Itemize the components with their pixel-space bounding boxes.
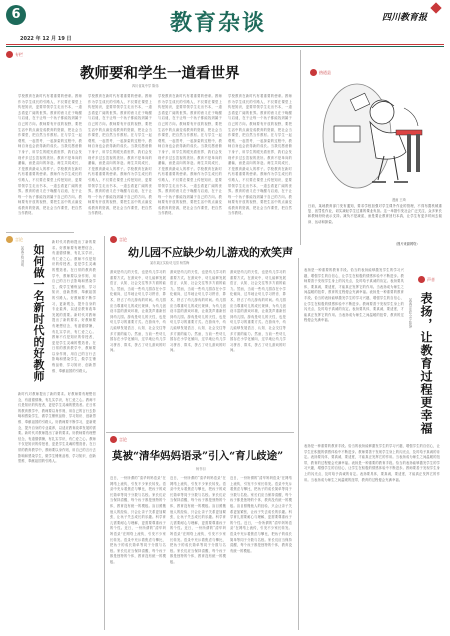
cartoon-caption: 漫画 王琦 bbox=[392, 198, 406, 202]
mid-article-body-col1: 游戏是幼儿的天性，也是幼儿学习的重要方式。在游戏中，幼儿能够发展语言、认知、社会交往等多方面的能力。然而，当前一些幼儿园存在小学化倾向，过早地让幼儿学习拼音、算术，挤占了幼儿游戏的时间。幼儿园应当尊重幼儿的成长规律，为幼儿创设丰富的游戏环境，让欢笑声重新回到幼儿园。游戏是幼儿的天性，也是幼儿学习的重要方式。在游戏中，幼儿能够发展语言、认知、社会交往等多方面的能力。然而，当前一些幼儿园存在小学化倾向，过早地让幼儿学习拼音、算术，挤占了幼儿游戏的时间。 bbox=[110, 270, 166, 353]
right-article-body-top: 表扬是一种重要的教育手段。恰当的表扬能够激发学生的学习兴趣，增强学生的自信心，让学生在积极的情感体验中不断进步。教师要善于发现学生身上的闪光点，及时给予真诚的肯定。表扬要具体，要真诚，要适度，才能真正发挥它的作用。当表扬成为师生之间温暖的纽带，教育的过程便会充满幸福。表扬是一种重要的教育手段。恰当的表扬能够激发学生的学习兴趣，增强学生的自信心，让学生在积极的情感体验中不断进步。教师要善于发现学生身上的闪光点，及时给予真诚的肯定。表扬要具体，要真诚，要适度，才能真正发挥它的作用。当表扬成为师生之间温暖的纽带，教育的过程便会充满幸福。 bbox=[304, 268, 404, 323]
bottom-article-body-col1: 近日，一份所谓的“清华妈妈语录”在网络上流传，引发不少家长转发。语录中充斥着焦虑与攀比，把孩子的成长简单等同于分数与名校。家长们应当保持清醒，每个孩子都是独特的个体，教育没有统一的模板。盲目照搬他人的经验，只会让亲子关系更加紧张，让孩子失去成长的乐趣。科学育儿需要耐心与理解，更需要尊重孩子的个性。近日，一份所谓的“清华妈妈语录”在网络上流传，引发不少家长转发。语录中充斥着焦虑与攀比，把孩子的成长简单等同于分数与名校。家长们应当保持清醒，每个孩子都是独特的个体，教育没有统一的模板。 bbox=[110, 476, 166, 564]
bottom-article-body-col2: 近日，一份所谓的“清华妈妈语录”在网络上流传，引发不少家长转发。语录中充斥着焦虑与攀比，把孩子的成长简单等同于分数与名校。家长们应当保持清醒，每个孩子都是独特的个体，教育没有统一的模板。盲目照搬他人的经验，只会让亲子关系更加紧张，让孩子失去成长的乐趣。科学育儿需要耐心与理解，更需要尊重孩子的个性。近日，一份所谓的“清华妈妈语录”在网络上流传，引发不少家长转发。语录中充斥着焦虑与攀比，把孩子的成长简单等同于分数与名校。家长们应当保持清醒，每个孩子都是独特的个体，教育没有统一的模板。 bbox=[170, 476, 226, 564]
right-article-body-bottom: 表扬是一种重要的教育手段。恰当的表扬能够激发学生的学习兴趣，增强学生的自信心，让学生在积极的情感体验中不断进步。教师要善于发现学生身上的闪光点，及时给予真诚的肯定。表扬要具体，要真诚，要适度，才能真正发挥它的作用。当表扬成为师生之间温暖的纽带，教育的过程便会充满幸福。表扬是一种重要的教育手段。恰当的表扬能够激发学生的学习兴趣，增强学生的自信心，让学生在积极的情感体验中不断进步。教师要善于发现学生身上的闪光点，及时给予真诚的肯定。表扬要具体，要真诚，要适度，才能真正发挥它的作用。当表扬成为师生之间温暖的纽带，教育的过程便会充满幸福。 bbox=[304, 444, 440, 482]
sidebar-body: 日前，某地教育部门发布通知，要求学校加强对学生课外作业的管理，不得布置机械重复、惩罚性作业，切实减轻学生过重的课业负担。这一举措引发社会广泛关注，众多家长和教师纷纷表示支持。减负不是减质，而是要让教育回归本真，让学生有更多时间去阅读、运动和探索。 bbox=[308, 204, 442, 224]
cartoon-svg bbox=[312, 74, 442, 194]
mid-column-tag bbox=[110, 236, 127, 243]
main-article-body-col2: 学校教育在新时代有着重要的使命。教师作为学生成长的引路人，不仅要在课堂上传授知识，更要带领学生走出书本，一道去看更广阔的世界。教育的意义在于唤醒与启迪，在于让每一个孩子都能找到属于自己的方向。教师要有开放的视野，要把生活中的点滴变成教育的资源，把社会当作课堂，把自然当作教材。在与学生一起观察、一起思考、一起探索的过程中，教师自身也会获得新的成长。当我们愿意俯下身子，用学生的眼光看世界，我们会发现许多过去忽视的美好。教育不是单向的灌输，而是双向的奔赴。师生共同成长，才是教育最动人的样子。学校教育在新时代有着重要的使命。教师作为学生成长的引路人，不仅要在课堂上传授知识，更要带领学生走出书本，一道去看更广阔的世界。教育的意义在于唤醒与启迪，在于让每一个孩子都能找到属于自己的方向。教师要有开放的视野，要把生活中的点滴变成教育的资源，把社会当作课堂，把自然当作教材。 bbox=[88, 94, 152, 216]
mid-bottom-rule bbox=[106, 432, 294, 433]
bottom-article-byline: 杨书羽 bbox=[196, 467, 206, 471]
bottom-article-title: 莫被“清华妈妈语录”引入“育儿歧途” bbox=[112, 450, 284, 462]
bottom-article-body-col3: 近日，一份所谓的“清华妈妈语录”在网络上流传，引发不少家长转发。语录中充斥着焦虑与攀比，把孩子的成长简单等同于分数与名校。家长们应当保持清醒，每个孩子都是独特的个体，教育没有统一的模板。盲目照搬他人的经验，只会让亲子关系更加紧张，让孩子失去成长的乐趣。科学育儿需要耐心与理解，更需要尊重孩子的个性。近日，一份所谓的“清华妈妈语录”在网络上流传，引发不少家长转发。语录中充斥着焦虑与攀比，把孩子的成长简单等同于分数与名校。家长们应当保持清醒，每个孩子都是独特的个体，教育没有统一的模板。 bbox=[230, 476, 292, 553]
main-article-byline: 四川省某中学 陈伟 bbox=[132, 84, 159, 88]
main-article-body-col1: 学校教育在新时代有着重要的使命。教师作为学生成长的引路人，不仅要在课堂上传授知识，更要带领学生走出书本，一道去看更广阔的世界。教育的意义在于唤醒与启迪，在于让每一个孩子都能找到属于自己的方向。教师要有开放的视野，要把生活中的点滴变成教育的资源，把社会当作课堂，把自然当作教材。在与学生一起观察、一起思考、一起探索的过程中，教师自身也会获得新的成长。当我们愿意俯下身子，用学生的眼光看世界，我们会发现许多过去忽视的美好。教育不是单向的灌输，而是双向的奔赴。师生共同成长，才是教育最动人的样子。学校教育在新时代有着重要的使命。教师作为学生成长的引路人，不仅要在课堂上传授知识，更要带领学生走出书本，一道去看更广阔的世界。教育的意义在于唤醒与启迪，在于让每一个孩子都能找到属于自己的方向。教师要有开放的视野，要把生活中的点滴变成教育的资源，把社会当作课堂，把自然当作教材。 bbox=[18, 94, 82, 216]
page-number-badge: 6 bbox=[6, 5, 26, 25]
right-divider bbox=[298, 258, 299, 630]
tag-dot bbox=[110, 436, 117, 443]
tag-dot bbox=[418, 276, 425, 283]
tag-label: 言论 bbox=[119, 236, 127, 242]
issue-date: 2022 年 12 月 19 日 bbox=[20, 36, 72, 42]
main-article-title: 教师要和学生一道看世界 bbox=[80, 65, 240, 82]
tag-label: 热道县 bbox=[319, 69, 331, 75]
right-article-title: 表扬，让教育过程更幸福 bbox=[419, 292, 433, 435]
main-article-body-col4: 学校教育在新时代有着重要的使命。教师作为学生成长的引路人，不仅要在课堂上传授知识，更要带领学生走出书本，一道去看更广阔的世界。教育的意义在于唤醒与启迪，在于让每一个孩子都能找到属于自己的方向。教师要有开放的视野，要把生活中的点滴变成教育的资源，把社会当作课堂，把自然当作教材。在与学生一起观察、一起思考、一起探索的过程中，教师自身也会获得新的成长。当我们愿意俯下身子，用学生的眼光看世界，我们会发现许多过去忽视的美好。教育不是单向的灌输，而是双向的奔赴。师生共同成长，才是教育最动人的样子。学校教育在新时代有着重要的使命。教师作为学生成长的引路人，不仅要在课堂上传授知识，更要带领学生走出书本，一道去看更广阔的世界。教育的意义在于唤醒与启迪，在于让每一个孩子都能找到属于自己的方向。教师要有开放的视野，要把生活中的点滴变成教育的资源，把社会当作课堂，把自然当作教材。 bbox=[228, 94, 292, 216]
right-article-byline: 某某县实验小学 陈静 bbox=[408, 298, 412, 328]
mid-divider-left bbox=[104, 236, 105, 630]
tag-label: 言论 bbox=[119, 436, 127, 442]
tag-label: 言论 bbox=[15, 236, 23, 242]
right-column-tag bbox=[418, 276, 435, 283]
section-title: 教育杂谈 bbox=[170, 10, 267, 36]
main-article-body-col3: 学校教育在新时代有着重要的使命。教师作为学生成长的引路人，不仅要在课堂上传授知识，更要带领学生走出书本，一道去看更广阔的世界。教育的意义在于唤醒与启迪，在于让每一个孩子都能找到属于自己的方向。教师要有开放的视野，要把生活中的点滴变成教育的资源，把社会当作课堂，把自然当作教材。在与学生一起观察、一起思考、一起探索的过程中，教师自身也会获得新的成长。当我们愿意俯下身子，用学生的眼光看世界，我们会发现许多过去忽视的美好。教育不是单向的灌输，而是双向的奔赴。师生共同成长，才是教育最动人的样子。学校教育在新时代有着重要的使命。教师作为学生成长的引路人，不仅要在课堂上传授知识，更要带领学生走出书本，一道去看更广阔的世界。教育的意义在于唤醒与启迪，在于让每一个孩子都能找到属于自己的方向。教师要有开放的视野，要把生活中的点滴变成教育的资源，把社会当作课堂，把自然当作教材。 bbox=[158, 94, 222, 216]
mid-article-byline: 某市某区实验幼儿园 杨雪梅 bbox=[150, 261, 190, 265]
header-rule-thin bbox=[6, 46, 444, 47]
bottom-column-tag bbox=[110, 436, 127, 443]
tag-dot bbox=[110, 236, 117, 243]
cartoon-illustration bbox=[312, 74, 442, 194]
tag-label: 专栏 bbox=[15, 51, 23, 57]
mid-article-body-col3: 游戏是幼儿的天性，也是幼儿学习的重要方式。在游戏中，幼儿能够发展语言、认知、社会交往等多方面的能力。然而，当前一些幼儿园存在小学化倾向，过早地让幼儿学习拼音、算术，挤占了幼儿游戏的时间。幼儿园应当尊重幼儿的成长规律，为幼儿创设丰富的游戏环境，让欢笑声重新回到幼儿园。游戏是幼儿的天性，也是幼儿学习的重要方式。在游戏中，幼儿能够发展语言、认知、社会交往等多方面的能力。然而，当前一些幼儿园存在小学化倾向，过早地让幼儿学习拼音、算术，挤占了幼儿游戏的时间。 bbox=[230, 270, 286, 353]
sidebar-source: （图片来源网络） bbox=[394, 242, 420, 246]
masthead-logo: 四川教育报 bbox=[382, 13, 428, 23]
header-rule bbox=[6, 44, 444, 45]
top-column-tag bbox=[6, 51, 23, 58]
page-header bbox=[0, 0, 450, 44]
left-column-tag bbox=[6, 236, 23, 243]
mid-article-body-col2: 游戏是幼儿的天性，也是幼儿学习的重要方式。在游戏中，幼儿能够发展语言、认知、社会交往等多方面的能力。然而，当前一些幼儿园存在小学化倾向，过早地让幼儿学习拼音、算术，挤占了幼儿游戏的时间。幼儿园应当尊重幼儿的成长规律，为幼儿创设丰富的游戏环境，让欢笑声重新回到幼儿园。游戏是幼儿的天性，也是幼儿学习的重要方式。在游戏中，幼儿能够发展语言、认知、社会交往等多方面的能力。然而，当前一些幼儿园存在小学化倾向，过早地让幼儿学习拼音、算术，挤占了幼儿游戏的时间。 bbox=[170, 270, 226, 353]
left-article-title: 如何做一名新时代的好教师 bbox=[32, 244, 45, 382]
masthead-red-mark bbox=[430, 2, 441, 13]
left-article-top-rule bbox=[6, 232, 74, 233]
left-article-body-top: 新时代对教师提出了新的要求。好教师要有理想信念，有道德情操，有扎实学识，有仁爱之心。教师不仅是知识的传授者，更是学生灵魂的塑造者。在日常的教育教学中，教师要以身作则，用自己的言行去影响和感染学生，做学生锤炼品格、学习知识、创新思维、奉献祖国的引路人。好教师要不断学习，更新观念，提升自身的专业素养，以适应教育改革发展的需要。新时代对教师提出了新的要求。好教师要有理想信念，有道德情操，有扎实学识，有仁爱之心。教师不仅是知识的传授者，更是学生灵魂的塑造者。在日常的教育教学中，教师要以身作则，用自己的言行去影响和感染学生，做学生锤炼品格、学习知识、创新思维、奉献祖国的引路人。 bbox=[52, 240, 96, 373]
tag-dot bbox=[6, 51, 13, 58]
left-article-body-bottom-col1: 新时代对教师提出了新的要求。好教师要有理想信念，有道德情操，有扎实学识，有仁爱之心。教师不仅是知识的传授者，更是学生灵魂的塑造者。在日常的教育教学中，教师要以身作则，用自己的言行去影响和感染学生，做学生锤炼品格、学习知识、创新思维、奉献祖国的引路人。好教师要不断学习，更新观念，提升自身的专业素养，以适应教育改革发展的需要。新时代对教师提出了新的要求。好教师要有理想信念，有道德情操，有扎实学识，有仁爱之心。教师不仅是知识的传授者，更是学生灵魂的塑造者。在日常的教育教学中，教师要以身作则，用自己的言行去影响和感染学生，做学生锤炼品格、学习知识、创新思维、奉献祖国的引路人。 bbox=[18, 392, 96, 464]
tag-label: 声音 bbox=[427, 276, 435, 282]
sidebar-divider bbox=[300, 50, 301, 245]
tag-dot bbox=[6, 236, 13, 243]
left-article-byline: 某某学校 刘明 bbox=[20, 246, 24, 267]
mid-article-title: 幼儿园不应缺少幼儿游戏的欢笑声 bbox=[128, 246, 293, 259]
